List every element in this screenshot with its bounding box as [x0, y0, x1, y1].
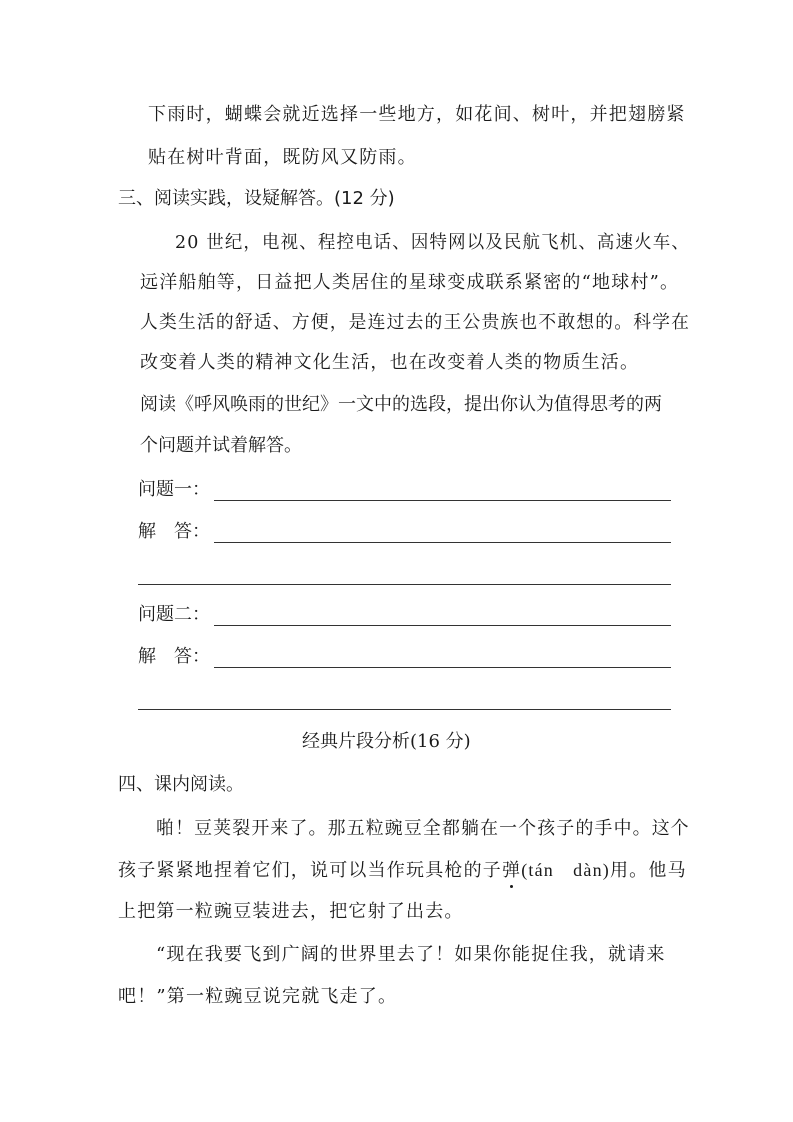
- section-3-heading: 三、阅读实践，设疑解答。(12 分): [118, 188, 395, 209]
- prev-text-line-1: 下雨时，蝴蝶会就近选择一些地方，如花间、树叶，并把翅膀紧: [148, 104, 686, 125]
- answer-2-input[interactable]: [214, 667, 671, 668]
- section-4-heading: 四、课内阅读。: [118, 774, 244, 795]
- passage-line-4: 改变着人类的精神文化生活，也在改变着人类的物质生活。: [140, 352, 640, 373]
- story-p1-line-2: [118, 858, 687, 883]
- question-2-label: 问题二：: [138, 604, 210, 625]
- pinyin-annotation: (tán dàn): [521, 860, 610, 880]
- answer-1-label: 解 答：: [138, 521, 210, 542]
- passage-line-3: 人类生活的舒适、方便，是连过去的王公贵族也不敢想的。科学在: [140, 312, 691, 333]
- passage-line-2: 远洋船舶等，日益把人类居住的星球变成联系紧密的“地球村”。: [140, 272, 680, 293]
- emphasized-character: 弹: [502, 860, 522, 881]
- story-p1-line-3: 上把第一粒豌豆装进去，把它射了出去。: [118, 901, 464, 922]
- story-text-segment: 孩子紧紧地捏着它们，说可以当作玩具枪的子: [118, 860, 502, 881]
- answer-1-input[interactable]: [214, 542, 671, 543]
- prev-text-line-2: 贴在树叶背面，既防风又防雨。: [148, 147, 417, 168]
- story-p2-line-2: 吧！”第一粒豌豆说完就飞走了。: [118, 986, 398, 1007]
- instruction-line-1: 阅读《呼风唤雨的世纪》一文中的选段，提出你认为值得思考的两: [140, 394, 662, 415]
- question-1-input[interactable]: [214, 500, 671, 501]
- question-1-label: 问题一：: [138, 479, 210, 500]
- instruction-line-2: 个问题并试着解答。: [140, 435, 302, 456]
- story-p1-line-1: 啪！豆荚裂开来了。那五粒豌豆全都躺在一个孩子的手中。这个: [156, 818, 690, 839]
- part-title: 经典片段分析(16 分): [302, 731, 471, 752]
- story-text-segment: 用。他马: [609, 860, 687, 881]
- answer-1-input-continued[interactable]: [138, 584, 671, 585]
- story-p2-line-1: “现在我要飞到广阔的世界里去了！如果你能捉住我，就请来: [156, 944, 666, 965]
- question-2-input[interactable]: [214, 625, 671, 626]
- answer-2-input-continued[interactable]: [138, 709, 671, 710]
- answer-2-label: 解 答：: [138, 646, 210, 667]
- passage-line-1: 20 世纪，电视、程控电话、因特网以及民航飞机、高速火车、: [175, 232, 690, 253]
